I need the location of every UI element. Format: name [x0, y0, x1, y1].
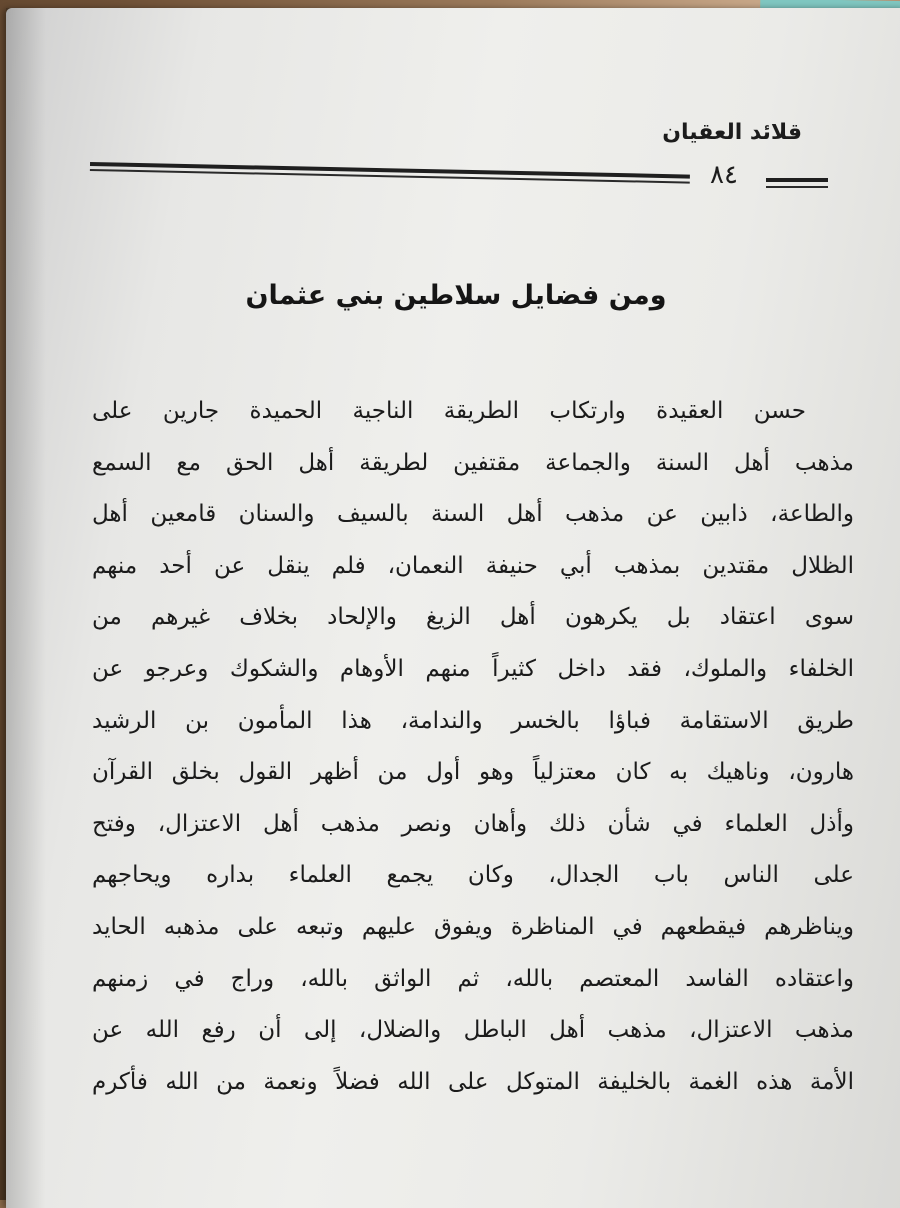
body-line: هارون، وناهيك به كان معتزلياً وهو أول من أظهر القول بخلق القرآن — [92, 759, 854, 786]
body-line: والطاعة، ذابين عن مذهب أهل السنة بالسيف والسنان قامعين أهل — [92, 501, 854, 528]
book-page — [6, 8, 900, 1208]
body-line: على الناس باب الجدال، وكان يجمع العلماء بداره ويحاجهم — [92, 862, 854, 889]
body-line: مذهب أهل السنة والجماعة مقتفين لطريقة أهل الحق مع السمع — [92, 449, 854, 476]
body-line: طريق الاستقامة فباؤا بالخسر والندامة، هذا المأمون بن الرشيد — [92, 707, 854, 734]
body-line: ويناظرهم فيقطعهم في المناظرة ويفوق عليهم وتبعه على مذهبه الحايد — [92, 913, 854, 940]
page-number: ٨٤ — [710, 160, 738, 190]
page-number-rule-thin — [766, 186, 828, 188]
body-line: مذهب الاعتزال، مذهب أهل الباطل والضلال، إلى أن رفع الله عن — [92, 1017, 854, 1044]
body-line: واعتقاده الفاسد المعتصم بالله، ثم الواثق بالله، وراج في زمنهم — [92, 965, 854, 992]
body-line: الظلال مقتدين بمذهب أبي حنيفة النعمان، فلم ينقل عن أحد منهم — [92, 552, 854, 579]
body-line: الخلفاء والملوك، فقد داخل كثيراً منهم الأوهام والشكوك وعرجو عن — [92, 655, 854, 682]
page-number-rule-thick — [766, 178, 828, 182]
header-rule — [90, 158, 690, 185]
page-gutter-shadow — [6, 8, 46, 1208]
body-line: وأذل العلماء في شأن ذلك وأهان ونصر مذهب أهل الاعتزال، وفتح — [92, 810, 854, 837]
body-line: الأمة هذه الغمة بالخليفة المتوكل على الله فضلاً ونعمة من الله فأكرم — [92, 1068, 854, 1095]
body-line: سوى اعتقاد بل يكرهون أهل الزيغ والإلحاد بخلاف غيرهم من — [92, 604, 854, 631]
section-heading: ومن فضايل سلاطين بني عثمان — [245, 280, 667, 311]
running-title: قلائد العقيان — [662, 120, 802, 145]
body-line: حسن العقيدة وارتكاب الطريقة الناجية الحميدة جارين على — [92, 398, 806, 424]
body-paragraph — [92, 386, 854, 1108]
page-number-rule — [766, 176, 828, 190]
